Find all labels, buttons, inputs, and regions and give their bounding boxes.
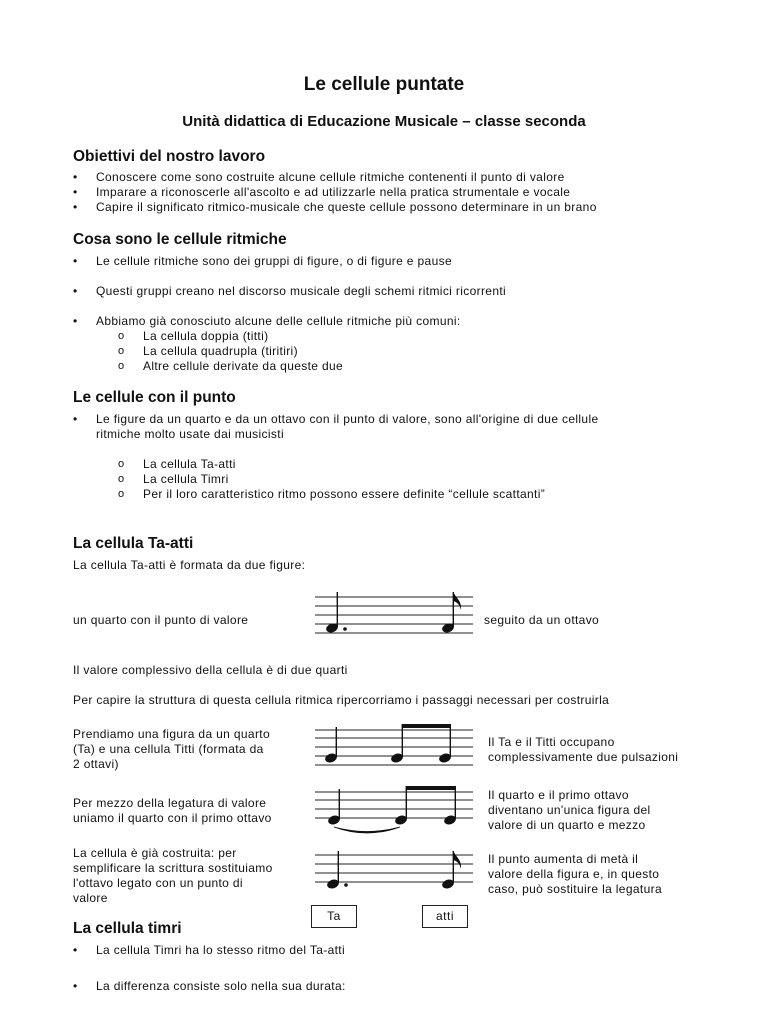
step2-left-line: Per mezzo della legatura di valore (73, 796, 267, 810)
page-title: Le cellule puntate (303, 74, 465, 95)
syllable-box-atti: atti (422, 905, 468, 928)
heading-dotted: Le cellule con il punto (73, 389, 236, 406)
step2-left-line: uniamo il quarto con il primo ottavo (73, 811, 272, 825)
step1-left-line: (Ta) e una cellula Titti (formata da (73, 742, 264, 756)
taatti-intro: La cellula Ta-atti è formata da due figure: (73, 558, 306, 572)
step1-left-line: Prendiamo una figura da un quarto (73, 727, 271, 741)
staff-dotted-quarter-eighth-final (315, 847, 475, 897)
page-subtitle: Unità didattica di Educazione Musicale – classe seconda (182, 113, 586, 130)
quarter-note (324, 727, 338, 764)
quarter-note (327, 789, 341, 826)
step3-right-line: Il punto aumenta di metà il (488, 852, 639, 866)
taatti-value-text: Il valore complessivo della cellula è di due quarti (73, 663, 348, 677)
staff-dotted-quarter-eighth (315, 588, 475, 648)
step3-left-line: l'ottavo legato con un punto di (73, 876, 243, 890)
eighth-note (441, 851, 461, 890)
step3-right-line: valore della figura e, in questo (488, 867, 660, 881)
staff-tied-quarter-eighth (315, 782, 475, 837)
dotted-quarter-note (325, 592, 347, 634)
step3-right-line: caso, può sostituire la legatura (488, 882, 662, 896)
heading-timri: La cellula timri (73, 920, 182, 937)
step1-left-line: 2 ottavi) (73, 757, 119, 771)
list-item-continuation: ritmiche molto usate dai musicisti (96, 427, 284, 441)
dotted-quarter-note (326, 851, 348, 890)
syllable-box-ta: Ta (311, 905, 357, 928)
tie-arc (334, 827, 400, 833)
step2-right-line: valore di un quarto e mezzo (488, 818, 646, 832)
taatti-right-label: seguito da un ottavo (484, 613, 600, 627)
step1-right-line: Il Ta e il Titti occupano (488, 735, 615, 749)
step2-right-line: Il quarto e il primo ottavo (488, 788, 629, 802)
step2-right-line: diventano un'unica figura del (488, 803, 651, 817)
heading-what: Cosa sono le cellule ritmiche (73, 231, 287, 248)
eighth-note (441, 592, 461, 634)
step3-left-line: semplificare la scrittura sostituiamo (73, 861, 273, 875)
taatti-steps-intro: Per capire la struttura di questa cellula ritmica ripercorriamo i passaggi necessari per costruirla (73, 693, 610, 707)
taatti-left-label: un quarto con il punto di valore (73, 613, 249, 627)
step1-right-line: complessivamente due pulsazioni (488, 750, 679, 764)
heading-taatti: La cellula Ta-atti (73, 535, 194, 552)
step3-left-line: La cellula è già costruita: per (73, 846, 237, 860)
staff-quarter-titti (315, 720, 475, 775)
heading-objectives: Obiettivi del nostro lavoro (73, 148, 266, 165)
step3-left-line: valore (73, 891, 108, 905)
